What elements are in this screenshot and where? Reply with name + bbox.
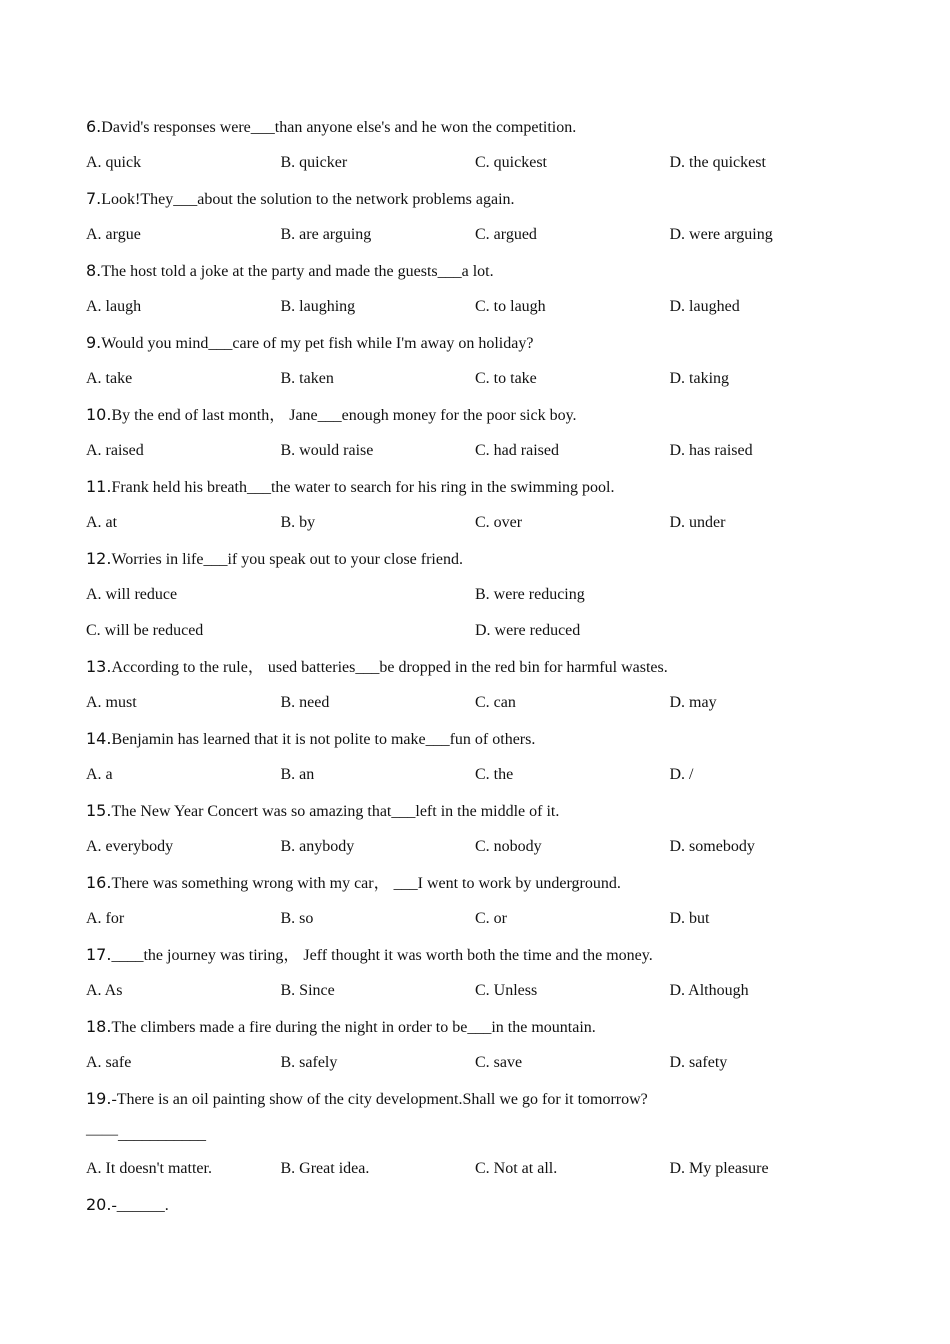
option-c[interactable]: C. can — [475, 694, 516, 711]
option-d[interactable]: D. may — [669, 694, 717, 711]
question-text — [86, 870, 866, 906]
question-stem: -______. — [111, 1197, 169, 1214]
option-d[interactable]: D. My pleasure — [669, 1160, 769, 1177]
option-b[interactable]: B. taken — [280, 370, 334, 387]
option-c[interactable]: C. to take — [475, 370, 537, 387]
question-text — [86, 942, 866, 978]
option-a[interactable]: A. at — [86, 514, 118, 531]
question-11 — [86, 474, 866, 546]
question-stem: The climbers made a fire during the night in order to be___in the mountain. — [111, 1019, 596, 1036]
options-row — [86, 906, 866, 942]
option-b[interactable]: B. need — [280, 694, 330, 711]
question-stem: ____the journey was tiring， Jeff thought it was worth both the time and the money. — [111, 947, 653, 964]
option-c[interactable]: C. Not at all. — [475, 1160, 558, 1177]
option-c[interactable]: C. the — [475, 766, 514, 783]
question-text — [86, 186, 866, 222]
option-a[interactable]: A. quick — [86, 154, 142, 171]
option-c[interactable]: C. nobody — [475, 838, 542, 855]
option-b[interactable]: B. so — [280, 910, 314, 927]
question-number: 17. — [86, 945, 112, 964]
question-stem: Look!They___about the solution to the network problems again. — [101, 191, 515, 208]
question-number: 20. — [86, 1195, 112, 1214]
option-c[interactable]: C. argued — [475, 226, 537, 243]
option-c[interactable]: C. will be reduced — [86, 622, 204, 639]
question-number: 13. — [86, 657, 112, 676]
question-text — [86, 474, 866, 510]
question-number: 12. — [86, 549, 112, 568]
question-stem: David's responses were___than anyone else's and he won the competition. — [101, 119, 577, 136]
question-number: 18. — [86, 1017, 112, 1036]
options-grid — [86, 582, 866, 654]
option-a[interactable]: A. will reduce — [86, 586, 178, 603]
option-d[interactable]: D. under — [669, 514, 726, 531]
question-19 — [86, 1086, 866, 1192]
option-a[interactable]: A. a — [86, 766, 113, 783]
options-row — [86, 222, 866, 258]
question-14 — [86, 726, 866, 798]
question-text — [86, 1086, 866, 1122]
question-text — [86, 258, 866, 294]
option-b[interactable]: B. Great idea. — [280, 1160, 370, 1177]
question-number: 9. — [86, 333, 102, 352]
option-c[interactable]: C. save — [475, 1054, 523, 1071]
question-stem: -There is an oil painting show of the city development.Shall we go for it tomorrow? — [111, 1091, 648, 1108]
question-number: 6. — [86, 117, 102, 136]
question-text — [86, 654, 866, 690]
question-15 — [86, 798, 866, 870]
question-text — [86, 726, 866, 762]
question-stem: There was something wrong with my car， ___I went to work by underground. — [111, 875, 621, 892]
question-stem: Would you mind___care of my pet fish while I'm away on holiday? — [101, 335, 534, 352]
question-text — [86, 798, 866, 834]
options-row — [86, 510, 866, 546]
question-text — [86, 1192, 866, 1228]
question-stem: Worries in life___if you speak out to your close friend. — [111, 551, 463, 568]
option-d[interactable]: D. but — [669, 910, 710, 927]
option-d[interactable]: D. somebody — [669, 838, 755, 855]
question-9 — [86, 330, 866, 402]
question-stem: Frank held his breath___the water to search for his ring in the swimming pool. — [111, 479, 615, 496]
question-stem: The host told a joke at the party and made the guests___a lot. — [101, 263, 494, 280]
option-a[interactable]: A. It doesn't matter. — [86, 1160, 212, 1177]
option-d[interactable]: D. / — [669, 766, 694, 783]
option-b[interactable]: B. anybody — [280, 838, 355, 855]
question-10 — [86, 402, 866, 474]
option-a[interactable]: A. for — [86, 910, 125, 927]
question-text — [86, 1014, 866, 1050]
question-stem: Benjamin has learned that it is not polite to make___fun of others. — [111, 731, 536, 748]
option-b[interactable]: B. by — [280, 514, 316, 531]
question-text — [86, 546, 866, 582]
options-row — [86, 438, 866, 474]
options-row — [86, 690, 866, 726]
option-b[interactable]: B. would raise — [280, 442, 374, 459]
question-text — [86, 330, 866, 366]
question-stem: According to the rule， used batteries___be dropped in the red bin for harmful wastes. — [111, 659, 668, 676]
question-16 — [86, 870, 866, 942]
option-a[interactable]: A. raised — [86, 442, 144, 459]
option-d[interactable]: D. Although — [669, 982, 749, 999]
option-c[interactable]: C. or — [475, 910, 507, 927]
question-number: 8. — [86, 261, 102, 280]
option-b[interactable]: B. quicker — [280, 154, 348, 171]
option-d[interactable]: D. were reduced — [475, 622, 581, 639]
option-d[interactable]: D. were arguing — [669, 226, 773, 243]
option-a[interactable]: A. everybody — [86, 838, 174, 855]
option-c[interactable]: C. quickest — [475, 154, 547, 171]
option-b[interactable]: B. an — [280, 766, 315, 783]
question-text — [86, 114, 866, 150]
option-d[interactable]: D. safety — [669, 1054, 728, 1071]
option-b[interactable]: B. are arguing — [280, 226, 372, 243]
option-c[interactable]: C. to laugh — [475, 298, 546, 315]
option-a[interactable]: A. take — [86, 370, 133, 387]
options-row — [86, 762, 866, 798]
options-row — [86, 978, 866, 1014]
option-d[interactable]: D. has raised — [669, 442, 753, 459]
option-d[interactable]: D. taking — [669, 370, 730, 387]
option-c[interactable]: C. over — [475, 514, 523, 531]
question-17 — [86, 942, 866, 1014]
question-18 — [86, 1014, 866, 1086]
question-number: 19. — [86, 1089, 112, 1108]
options-row — [86, 834, 866, 870]
question-stem: The New Year Concert was so amazing that___left in the middle of it. — [111, 803, 560, 820]
question-8 — [86, 258, 866, 330]
option-d[interactable]: D. the quickest — [669, 154, 766, 171]
question-13 — [86, 654, 866, 726]
option-b[interactable]: B. laughing — [280, 298, 356, 315]
options-row — [86, 150, 866, 186]
question-number: 11. — [86, 477, 112, 496]
options-row — [86, 294, 866, 330]
option-a[interactable]: A. must — [86, 694, 137, 711]
question-sheet — [86, 114, 866, 1228]
question-20 — [86, 1192, 866, 1228]
options-row — [86, 366, 866, 402]
question-number: 7. — [86, 189, 102, 208]
option-a[interactable]: A. argue — [86, 226, 141, 243]
question-text — [86, 402, 866, 438]
option-b[interactable]: B. Since — [280, 982, 335, 999]
question-stem: By the end of last month， Jane___enough money for the poor sick boy. — [111, 407, 577, 424]
option-c[interactable]: C. had raised — [475, 442, 559, 459]
question-number: 15. — [86, 801, 112, 820]
option-b[interactable]: B. were reducing — [475, 586, 585, 603]
question-number: 10. — [86, 405, 112, 424]
options-row — [86, 1156, 866, 1192]
question-7 — [86, 186, 866, 258]
option-b[interactable]: B. safely — [280, 1054, 338, 1071]
question-number: 16. — [86, 873, 112, 892]
option-a[interactable]: A. As — [86, 982, 123, 999]
question-6 — [86, 114, 866, 186]
options-row — [86, 1050, 866, 1086]
option-a[interactable]: A. laugh — [86, 298, 142, 315]
question-12 — [86, 546, 866, 654]
answer-blank: ——___________ — [86, 1126, 206, 1143]
option-d[interactable]: D. laughed — [669, 298, 740, 315]
question-number: 14. — [86, 729, 112, 748]
option-a[interactable]: A. safe — [86, 1054, 132, 1071]
option-c[interactable]: C. Unless — [475, 982, 538, 999]
